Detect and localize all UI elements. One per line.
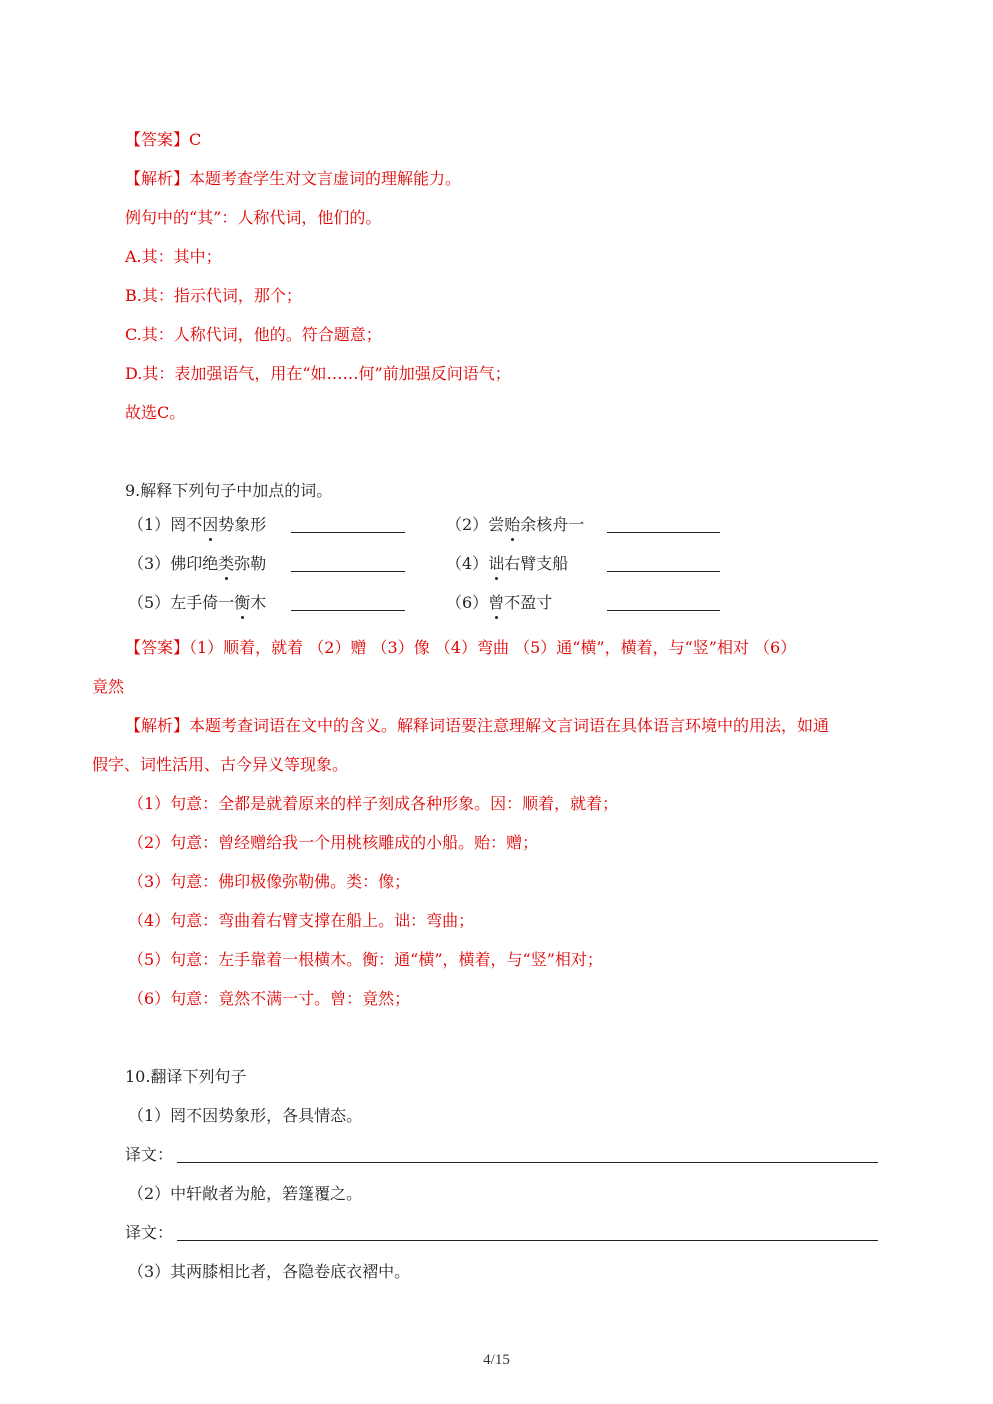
q10-translation-blank-1[interactable] (177, 1144, 878, 1163)
q9-answer-blank-5[interactable] (291, 592, 405, 611)
q8-analysis: 【解析】本题考查学生对文言虚词的理解能力。 (125, 169, 462, 188)
q9-explanation-1: （1）句意：全都是就着原来的样子刻成各种形象。因：顺着，就着； (128, 794, 619, 813)
q10-translation-blank-2[interactable] (177, 1222, 878, 1241)
q10-title: 10.翻译下列句子 (125, 1067, 247, 1086)
q9-item-1: （1）罔不因势象形 (128, 515, 267, 534)
q9-item-6: （6）曾不盈寸 (446, 593, 553, 612)
q9-explanation-3: （3）句意：佛印极像弥勒佛。类：像； (128, 872, 411, 891)
q9-explanation-5: （5）句意：左手靠着一根横木。衡：通“横”，横着，与“竖”相对； (128, 950, 603, 969)
q9-answer-line-1: 【答案】（1）顺着，就着 （2）赠 （3）像 （4）弯曲 （5）通“横”，横着，与“竖”相对 （6） (125, 638, 797, 657)
emphasis-dot-char: 衡 (234, 593, 251, 612)
q8-answer: 【答案】C (125, 130, 202, 149)
emphasis-dot-char: 类 (218, 554, 235, 573)
q9-answer-blank-2[interactable] (607, 514, 720, 533)
q9-title: 9.解释下列句子中加点的词。 (125, 481, 333, 500)
q10-translation-label-2: 译文： (125, 1223, 174, 1242)
page-number: 4/15 (483, 1352, 510, 1368)
q8-option-a: A.其：其中； (125, 247, 222, 266)
q8-option-b: B.其：指示代词，那个； (125, 286, 302, 305)
emphasis-dot-char: 诎 (488, 554, 505, 573)
q9-answer-blank-3[interactable] (291, 553, 405, 572)
q8-option-d: D.其：表加强语气，用在“如……何”前加强反问语气； (125, 364, 511, 383)
q9-answer-blank-4[interactable] (607, 553, 720, 572)
q10-translation-label-1: 译文： (125, 1145, 174, 1164)
q9-item-5: （5）左手倚一衡木 (128, 593, 267, 612)
emphasis-dot-char: 因 (202, 515, 219, 534)
q9-explanation-2: （2）句意：曾经赠给我一个用桃核雕成的小船。贻：赠； (128, 833, 539, 852)
q10-sentence-2: （2）中轩敞者为舱，箬篷覆之。 (128, 1184, 363, 1203)
q9-item-4: （4）诎右臂支船 (446, 554, 569, 573)
q10-sentence-3: （3）其两膝相比者，各隐卷底衣褶中。 (128, 1262, 411, 1281)
q9-answer-blank-6[interactable] (607, 592, 720, 611)
q9-explanation-4: （4）句意：弯曲着右臂支撑在船上。诎：弯曲； (128, 911, 475, 930)
q9-item-3: （3）佛印绝类弥勒 (128, 554, 267, 573)
emphasis-dot-char: 贻 (504, 515, 521, 534)
q9-analysis-line-2: 假字、词性活用、古今异义等现象。 (92, 755, 349, 774)
q8-conclusion: 故选C。 (125, 403, 186, 422)
q9-item-2: （2）尝贻余核舟一 (446, 515, 585, 534)
q9-answer-line-2: 竟然 (92, 677, 125, 696)
q9-explanation-6: （6）句意：竟然不满一寸。曾：竟然； (128, 989, 411, 1008)
q8-example: 例句中的“其”：人称代词，他们的。 (125, 208, 382, 227)
emphasis-dot-char: 曾 (488, 593, 505, 612)
q10-sentence-1: （1）罔不因势象形，各具情态。 (128, 1106, 363, 1125)
q9-answer-blank-1[interactable] (291, 514, 405, 533)
q9-analysis-line-1: 【解析】本题考查词语在文中的含义。解释词语要注意理解文言词语在具体语言环境中的用法，如通 (125, 716, 830, 735)
q8-option-c: C.其：人称代词，他的。符合题意； (125, 325, 382, 344)
